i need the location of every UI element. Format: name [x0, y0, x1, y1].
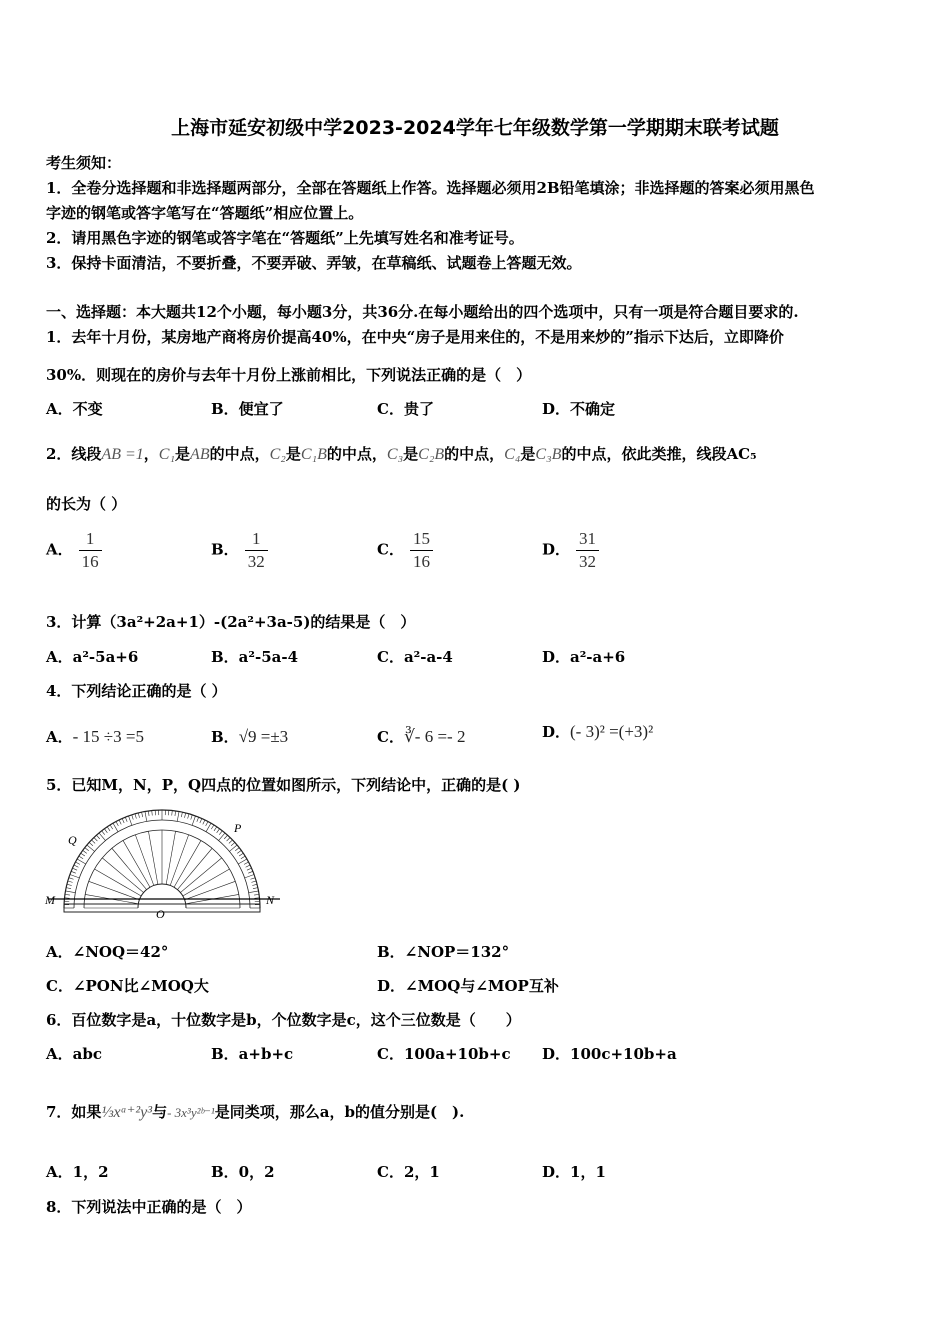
section-heading: 一、选择题：本大题共12个小题，每小题3分，共36分.在每小题给出的四个选项中，只有一项是符合题目要求的. — [46, 303, 799, 321]
label-n: N — [266, 893, 275, 907]
protractor-tick — [81, 853, 85, 856]
protractor-tick — [138, 813, 139, 818]
protractor-tick — [74, 865, 78, 867]
protractor-tick — [107, 827, 110, 831]
label-m: M — [45, 893, 55, 907]
q2-math-c1: C₁ — [158, 446, 176, 463]
protractor-tick — [67, 884, 72, 885]
protractor-tick — [122, 818, 124, 823]
protractor-tick — [231, 842, 235, 845]
q1-stem-line2: 30%．则现在的房价与去年十月份上涨前相比，下列说法正确的是（ ） — [46, 366, 532, 384]
protractor-tick — [203, 820, 205, 824]
protractor-tick — [68, 881, 73, 882]
protractor-tick — [175, 811, 176, 816]
protractor-tick — [239, 853, 243, 856]
q3-stem: 3．计算（3a²+2a+1）-(2a²+3a-5)的结果是（ ） — [46, 613, 416, 631]
q6-option-d: D．100c+10b+a — [542, 1045, 677, 1063]
q7-option-c: C．2，1 — [377, 1163, 440, 1181]
q2-math-ab-eq-1: AB =1 — [101, 446, 144, 463]
q3-option-c: C．a²-a-4 — [377, 648, 453, 666]
protractor-tick — [200, 818, 202, 823]
q7-option-a: A．1，2 — [46, 1163, 109, 1181]
protractor-tick — [246, 865, 250, 867]
protractor-tick — [71, 871, 76, 873]
q4-stem: 4．下列结论正确的是（ ） — [46, 682, 227, 700]
q2-stem-line2: 的长为（ ） — [46, 495, 127, 513]
protractor-tick — [70, 874, 79, 877]
protractor-tick — [181, 812, 182, 817]
q2-math-c3b: C₃B — [535, 446, 562, 463]
q8-stem: 8．下列说法中正确的是（ ） — [46, 1198, 252, 1216]
q2-option-b: B． $\frac{1}{32}$ — [211, 528, 268, 573]
protractor-tick — [89, 842, 93, 845]
protractor-tick — [227, 838, 230, 842]
protractor-tick — [65, 898, 70, 899]
protractor-tick — [245, 874, 254, 877]
q5-stem: 5．已知M，N，P，Q四点的位置如图所示，下列结论中，正确的是( ) — [46, 776, 521, 794]
protractor-tick — [75, 862, 79, 864]
q7-option-b: B．0，2 — [211, 1163, 275, 1181]
q5-option-b: B．∠NOP＝132° — [377, 943, 510, 961]
q4-option-c: C．∛- 6 =- 2 — [377, 727, 466, 746]
protractor-tick — [116, 821, 118, 825]
protractor-tick — [69, 878, 74, 880]
q2-option-a-fraction: $\frac{1}{16}$ — [79, 528, 102, 573]
q2-option-c: C． $\frac{15}{16}$ — [377, 528, 433, 573]
protractor-tick — [102, 831, 105, 835]
protractor-tick — [254, 894, 259, 895]
protractor-tick — [152, 811, 153, 816]
protractor-tick — [192, 816, 195, 825]
protractor-ray — [180, 858, 221, 893]
q7-option-d: D．1，1 — [542, 1163, 606, 1181]
protractor-ray — [166, 831, 175, 884]
page-title: 上海市延安初级中学2023-2024学年七年级数学第一学期期末联考试题 — [171, 117, 779, 139]
q2-math-ab: AB — [190, 446, 210, 463]
q3-option-b: B．a²-5a-4 — [211, 648, 299, 666]
protractor-tick — [96, 835, 99, 839]
q6-option-c: C．100a+10b+c — [377, 1045, 511, 1063]
protractor-tick — [148, 811, 149, 816]
q2-math-c2: C₂ — [269, 446, 286, 463]
q2-math-c2b: C₂B — [418, 446, 445, 463]
protractor-tick — [252, 884, 257, 885]
notice-line-2: 2．请用黑色字迹的钢笔或答字笔在“答题纸”上先填写姓名和准考证号。 — [46, 229, 524, 247]
protractor-tick — [72, 868, 77, 870]
protractor-tick — [119, 820, 121, 824]
protractor-tick — [250, 878, 255, 880]
protractor-figure — [40, 800, 290, 925]
protractor-ray — [148, 831, 157, 884]
q2-option-d: D． $\frac{31}{32}$ — [542, 528, 599, 573]
protractor-tick — [248, 871, 253, 873]
q1-option-b: B．便宜了 — [211, 400, 284, 418]
q1-option-d: D．不确定 — [542, 400, 616, 418]
protractor-tick — [104, 829, 107, 833]
q2-math-c4: C₄ — [504, 446, 521, 463]
q5-option-d: D．∠MOQ与∠MOP互补 — [377, 977, 559, 995]
label-q: Q — [68, 833, 77, 847]
protractor-tick — [79, 856, 83, 859]
protractor-tick — [177, 811, 179, 821]
q2-math-c1b: C₁B — [300, 446, 327, 463]
protractor-tick — [184, 813, 185, 818]
protractor-tick — [172, 811, 173, 816]
q1-option-c: C．贵了 — [377, 400, 434, 418]
label-p: P — [234, 821, 242, 835]
q7-term-1: ⅓xᵃ⁺²y³ — [101, 1104, 153, 1121]
notice-line-1: 1．全卷分选择题和非选择题两部分，全部在答题纸上作答。选择题必须用2B铅笔填涂；非选择题的答案必须用黑色 — [46, 179, 815, 197]
protractor-tick — [249, 891, 259, 893]
protractor-tick — [224, 835, 227, 839]
q3-option-d: D．a²-a+6 — [542, 648, 626, 666]
protractor-tick — [219, 831, 222, 835]
protractor-tick — [253, 888, 258, 889]
q2-stem-line1: 2．线段AB =1，C₁是AB的中点，C₂是C₁B的中点，C₃是C₂B的中点，C₄是C₃B的中点，依此类推，线段AC₅ — [46, 445, 757, 463]
q7-term-2: - 3x³y²ᵇ⁻¹ — [167, 1105, 215, 1120]
q1-option-a: A．不变 — [46, 400, 103, 418]
protractor-tick — [197, 817, 199, 822]
q2-option-a: A． $\frac{1}{16}$ — [46, 528, 102, 573]
protractor-tick — [66, 888, 71, 889]
protractor-tick — [65, 891, 75, 893]
protractor-ray — [102, 858, 143, 893]
protractor-tick — [191, 815, 193, 820]
protractor-tick — [229, 840, 233, 843]
protractor-tick — [188, 814, 189, 819]
protractor-tick — [241, 856, 245, 859]
protractor-tick — [251, 881, 256, 882]
protractor-tick — [206, 821, 208, 825]
q4-option-b: B．√9 =±3 — [211, 727, 289, 746]
protractor-tick — [110, 825, 113, 829]
q4-option-d: D．(- 3)² =(+3)² — [542, 722, 654, 741]
protractor-tick — [128, 816, 131, 825]
q7-stem: 7．如果⅓xᵃ⁺²y³与- 3x³y²ᵇ⁻¹是同类项，那么a，b的值分别是( ). — [46, 1103, 465, 1121]
protractor-ray — [177, 848, 212, 889]
q2-option-b-fraction: $\frac{1}{32}$ — [245, 528, 268, 573]
protractor-tick — [83, 850, 87, 853]
protractor-tick — [85, 848, 89, 851]
label-o: O — [156, 907, 165, 921]
protractor-tick — [211, 825, 214, 829]
protractor-tick — [142, 812, 143, 817]
protractor-tick — [125, 817, 127, 822]
q5-option-a: A．∠NOQ＝42° — [46, 943, 169, 961]
protractor-tick — [235, 848, 239, 851]
protractor-tick — [65, 894, 70, 895]
q1-stem-line1: 1．去年十月份，某房地产商将房价提高40%，在中央“房子是用来住的，不是用来炒的”指示下达后，立即降价 — [46, 328, 784, 346]
q4-option-a: A．- 15 ÷3 =5 — [46, 727, 144, 746]
q6-option-a: A．abc — [46, 1045, 102, 1063]
protractor-tick — [247, 868, 252, 870]
protractor-tick — [254, 898, 259, 899]
protractor-tick — [135, 814, 136, 819]
q2-option-d-fraction: $\frac{31}{32}$ — [576, 528, 599, 573]
protractor-tick — [237, 850, 241, 853]
protractor-ray — [112, 848, 147, 889]
q5-option-c: C．∠PON比∠MOQ大 — [46, 977, 209, 995]
q6-option-b: B．a+b+c — [211, 1045, 294, 1063]
protractor-tick — [145, 811, 147, 821]
notice-line-1b: 字迹的钢笔或答字笔写在“答题纸”相应位置上。 — [46, 204, 364, 222]
notice-line-3: 3．保持卡面清洁，不要折叠，不要弄破、弄皱，在草稿纸、试题卷上答题无效。 — [46, 254, 582, 272]
protractor-tick — [217, 829, 220, 833]
protractor-tick — [132, 815, 134, 820]
protractor-tick — [94, 838, 97, 842]
protractor-tick — [214, 827, 217, 831]
q3-option-a: A．a²-5a+6 — [46, 648, 139, 666]
protractor-tick — [92, 840, 96, 843]
q2-option-c-fraction: $\frac{15}{16}$ — [410, 528, 433, 573]
protractor-tick — [244, 862, 248, 864]
notice-heading: 考生须知： — [46, 154, 122, 172]
q2-math-c3: C₃ — [386, 446, 404, 463]
q6-stem: 6．百位数字是a，十位数字是b，个位数字是c，这个三位数是（ ） — [46, 1011, 521, 1029]
